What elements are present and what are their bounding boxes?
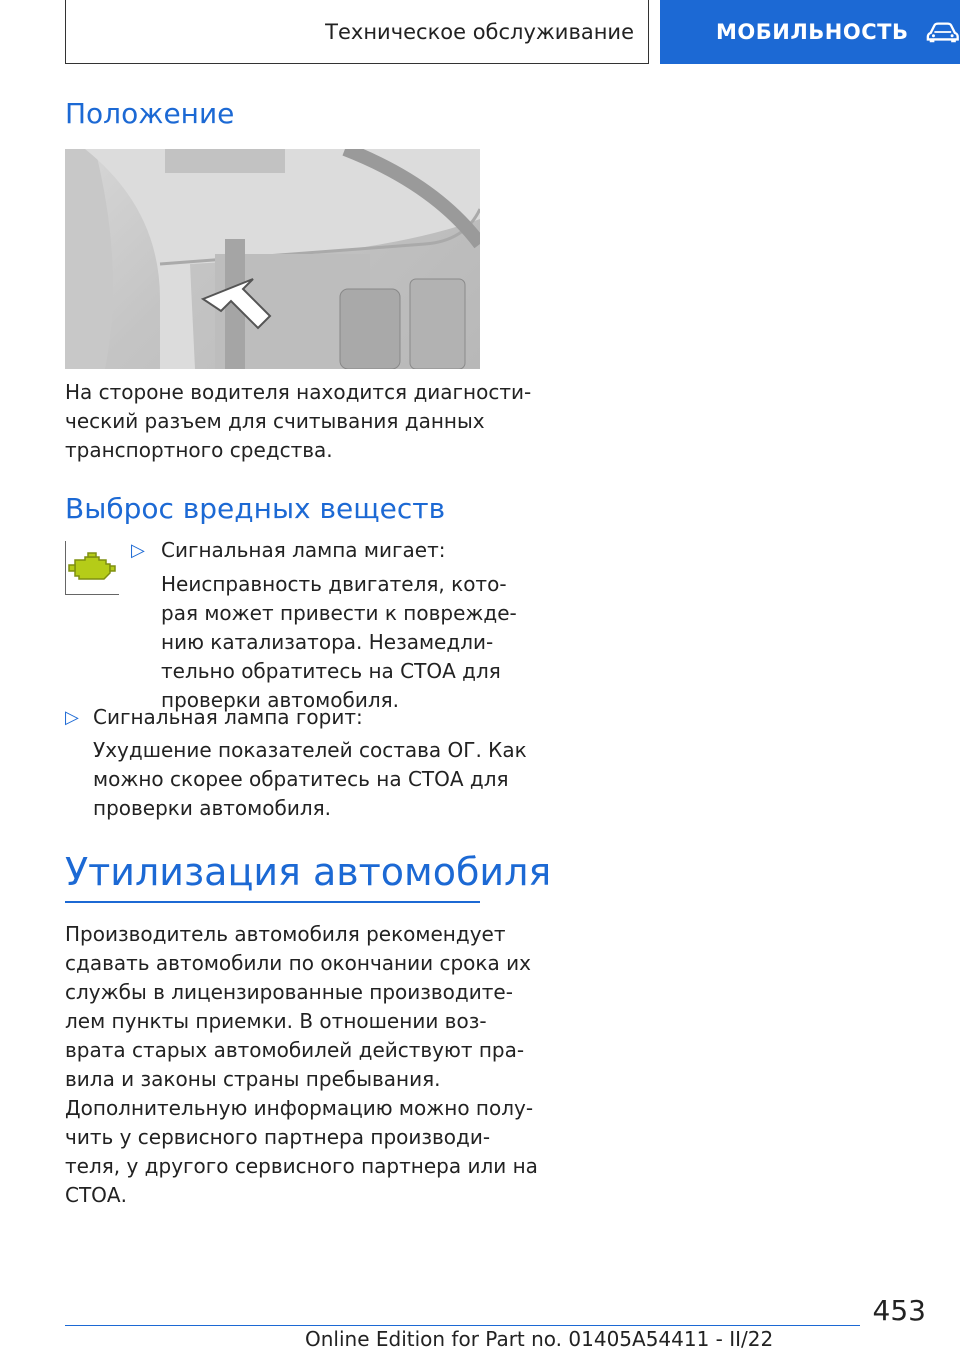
lamp-lit-heading: Сигнальная лампа горит: [93, 705, 363, 729]
bullet-marker-1: ▷ [131, 540, 145, 561]
disposal-line-5: врата старых автомобилей действуют пра- [65, 1038, 525, 1062]
header-section-title [65, 0, 649, 64]
lamp-lit-line-2: можно скорее обратитесь на СТОА для [93, 767, 509, 791]
disposal-line-10: СТОА. [65, 1183, 127, 1207]
header-chapter-tab[interactable] [660, 0, 960, 64]
location-text-line-2: ческий разъем для считывания данных [65, 409, 485, 433]
lamp-flashing-line-3: нию катализатора. Незамедли- [161, 630, 494, 654]
lamp-flashing-line-4: тельно обратитесь на СТОА для [161, 659, 501, 683]
disposal-line-1: Производитель автомобиля рекомендует [65, 922, 506, 946]
disposal-line-9: теля, у другого сервисного партнера или на [65, 1154, 538, 1178]
section-title-text: Техническое обслуживание [325, 19, 634, 44]
page-number: 453 [872, 1294, 926, 1327]
disposal-line-8: чить у сервисного партнера производи- [65, 1125, 491, 1149]
disposal-line-2: сдавать автомобили по окончании срока их [65, 951, 531, 975]
check-engine-icon [66, 541, 120, 595]
section-heading-emissions: Выброс вредных веществ [65, 492, 446, 525]
location-text-line-3: транспортного средства. [65, 438, 333, 462]
footer-edition: Online Edition for Part no. 01405A54411 - II/22 [305, 1327, 774, 1351]
photo-illustration [65, 149, 480, 369]
disposal-line-6: вила и законы страны пребывания. [65, 1067, 441, 1091]
disposal-line-7: Дополнительную информацию можно полу- [65, 1096, 534, 1120]
lamp-lit-line-3: проверки автомобиля. [93, 796, 331, 820]
car-icon [926, 20, 960, 44]
section-heading-disposal: Утилизация автомобиля [65, 850, 552, 894]
disposal-line-3: службы в лицензированные производите- [65, 980, 513, 1004]
lamp-flashing-heading: Сигнальная лампа мигает: [161, 538, 446, 562]
location-text-line-1: На стороне водителя находится диагности- [65, 380, 532, 404]
section-divider [65, 901, 480, 903]
lamp-flashing-line-5: проверки автомобиля. [161, 688, 399, 712]
bullet-marker-2: ▷ [65, 707, 79, 728]
footer-divider [65, 1325, 860, 1326]
disposal-line-4: лем пункты приемки. В отношении воз- [65, 1009, 487, 1033]
diagnostic-connector-photo [65, 149, 480, 369]
chapter-title-text: МОБИЛЬНОСТЬ [716, 20, 909, 44]
lamp-flashing-line-1: Неисправность двигателя, кото- [161, 572, 507, 596]
check-engine-warning-lamp [65, 541, 119, 595]
lamp-flashing-line-2: рая может привести к поврежде- [161, 601, 517, 625]
lamp-lit-line-1: Ухудшение показателей состава ОГ. Как [93, 738, 527, 762]
section-heading-location: Положение [65, 97, 235, 130]
